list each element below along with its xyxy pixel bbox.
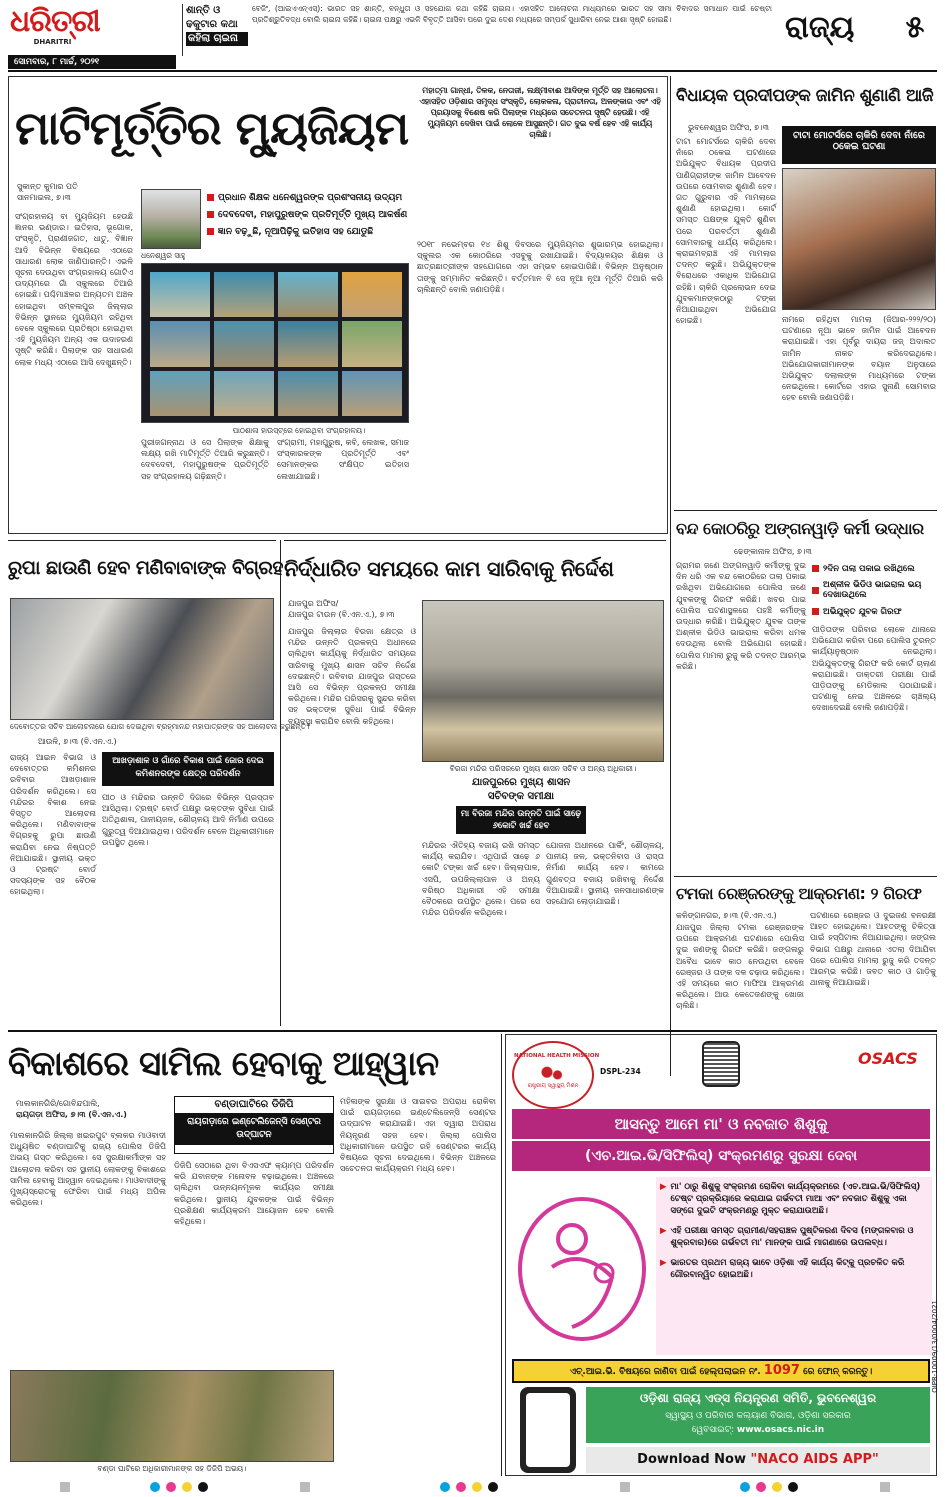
bullet-icon <box>812 587 819 594</box>
lead-col-3: ପୁରୀଜଗନ୍ନାଥ ଓ ସେ ପିଲାଙ୍କ ଶିକ୍ଷାକୁ ଲକ୍ଷ୍ୟ ରଖି ମାଟିମୂର୍ତ୍ତି ତିଆରି କରୁଛନ୍ତି। ଦେବଦେବୀ, ମହାପୁରୁଷଙ୍କ ପ୍ରତିମୂର୍ତ୍ତି ସହ ସଂଗ୍ରହାଳୟ ଗଢ଼ିଛନ୍ତି। <box>141 438 269 481</box>
anganwadi-bullet <box>812 603 936 620</box>
dev-byline <box>16 1098 166 1120</box>
anganwadi-bullet <box>812 560 936 577</box>
lead-bullets <box>207 189 407 240</box>
story-anganwadi <box>674 510 937 872</box>
lead-bullet-text: ଦେବଦେବୀ, ମହାପୁରୁଷଙ୍କ ପ୍ରତିମୂର୍ତ୍ତି ମୁଖ୍ୟ ଆକର୍ଷଣ <box>218 209 408 220</box>
dev-byline-2: ରାୟଗଡ଼ା ଅଫିସ, ୭।୩ (ବି.ଏନ.ଏ.) <box>16 1110 127 1119</box>
lead-portrait <box>141 189 201 249</box>
lead-col-4: ସଂଗ୍ରାମୀ, ମହାପୁରୁଷ, କବି, ଲେଖକ, ସମାଜ ସଂସ୍କାରକଙ୍କ ପ୍ରତିମୂର୍ତ୍ତି ଏବଂ ସେମାନଙ୍କର ସଂକ୍ଷିପ୍ତ ଇତିହାସ ଲେଖାଯାଇଛି। <box>277 438 409 481</box>
page-number: ୫ <box>905 10 925 45</box>
nhm-logo <box>512 1041 600 1109</box>
print-mark <box>488 1482 498 1492</box>
ad-headline-2: (ଏଚ.ଆଇ.ଭି/ସିଫିଲିସ୍) ସଂକ୍ରମଣରୁ ସୁରକ୍ଷା ଦେବା <box>512 1141 930 1171</box>
bail-body-1: ଟାଟା ମୋଟର୍ସରେ ଚାକିରି ଦେବା ନାଁରେ ଠକେଇ ଘଟଣାରେ ଅଭିଯୁକ୍ତ ବିଧାୟକ ପ୍ରଦୀପ ପାଣିଗ୍ରାହୀଙ୍କ ଜାମିନ ଆବେଦନ ଉପରେ ସୋମବାର ଶୁଣାଣି ହେବ। ଗତ ଗୁରୁବାର ଏହି ମାମଲାରେ ଶୁଣାଣି ହୋଇଥିଲା। କୋର୍ଟ ସମସ୍ତ ପକ୍ଷଙ୍କ ଯୁକ୍ତି ଶୁଣିବା ପରେ ପରବର୍ତ୍ତୀ ଶୁଣାଣି ସୋମବାରକୁ ଧାର୍ଯ୍ୟ କରିଥିଲେ। କ୍ରାଇମବ୍ରାଞ୍ଚ ଏହି ମାମଲାର ତଦନ୍ତ କରୁଛି। ଅଭିଯୁକ୍ତଙ୍କ ବିରୋଧରେ ଏକାଧିକ ଅଭିଯୋଗ ରହିଛି। ଚାକିରି ପ୍ରଲୋଭନ ଦେଇ ଯୁବକମାନଙ୍କଠାରୁ ଟଙ୍କା ନିଆଯାଇଥିବା ଅଭିଯୋଗ ହୋଇଛି। <box>676 137 776 326</box>
lead-byline <box>17 181 137 203</box>
red-arrow-icon: ▶ <box>660 1226 667 1236</box>
deadline-photo <box>422 600 664 762</box>
dev-title: ବିକାଶରେ ସାମିଲ ହେବାକୁ ଆହ୍ୱାନ <box>8 1044 439 1084</box>
deadline-col-1: ଯାଜପୁର ଜିଲ୍ଲାର ବିରଜା କ୍ଷେତ୍ର ଓ ମନ୍ଦିର ଉନ୍ନତି ପ୍ରକଳ୍ପ ଅଧୀନରେ ଚାଲିଥିବା କାର୍ଯ୍ୟକୁ ନିର୍ଦ୍ଧାରିତ ସମୟରେ ସାରିବାକୁ ମୁଖ୍ୟ ଶାସନ ସଚିବ ନିର୍ଦ୍ଦେଶ ଦେଇଛନ୍ତି। ରବିବାର ଯାଜପୁର ଗସ୍ତରେ ଆସି ସେ ବିଭିନ୍ନ ପ୍ରକଳ୍ପ ସମୀକ୍ଷା କରିଥିଲେ। ମନ୍ଦିର ପରିସରକୁ ସୁନ୍ଦର କରିବା ସହ ଭକ୍ତଙ୍କ ସୁବିଧା ପାଇଁ ବିଭିନ୍ନ ବ୍ୟବସ୍ଥା କରାଯିବ ବୋଲି କହିଥିଲେ। <box>288 627 416 726</box>
anganwadi-body-1: ଗ୍ରାମର ଜଣେ ଅଙ୍ଗନୱାଡ଼ି କର୍ମୀଙ୍କୁ ଦୁଇ ଦିନ ଧରି ଏକ ବନ୍ଦ କୋଠରିରେ ତାଲା ପକାଇ ରଖିଥିବା ଅଭିଯୋଗରେ ପୋଲିସ ଜଣେ ଯୁବକଙ୍କୁ ଗିରଫ କରିଛି। ଖବର ପାଇ ପୋଲିସ ଘଟଣାସ୍ଥଳରେ ପହଞ୍ଚି କର୍ମୀଙ୍କୁ ଉଦ୍ଧାର କରିଛି। ଅଭିଯୁକ୍ତ ଯୁବକ ତାଙ୍କ ଅଶ୍ଳୀଳ ଭିଡିଓ ଭାଇରାଲ କରିବା ଧମକ ଦେଉଥିଲା ବୋଲି ଅଭିଯୋଗ ହୋଇଛି। ପୋଲିସ ମାମଲା ରୁଜୁ କରି ତଦନ୍ତ ଆରମ୍ଭ କରିଛି। <box>676 561 806 671</box>
lead-portrait-caption: ଧନେଶ୍ୱର ସାହୁ <box>141 251 186 260</box>
bail-byline: ଭୁବନେଶ୍ୱର ଅଫିସ, ୭।୩ <box>688 123 769 132</box>
print-mark <box>300 1482 310 1492</box>
nhm-advertisement <box>505 1034 937 1476</box>
section-rule <box>8 1030 937 1032</box>
lead-col-1: ସଂଗ୍ରହାଳୟ ବା ମ୍ୟୁଜିୟମ ହେଉଛି ଜ୍ଞାନର ଭଣ୍ଡାର। ଇତିହାସ, ଭୂଗୋଳ, ସଂସ୍କୃତି, ପ୍ରାଣୀଜଗତ, ଧାତୁ, ବିଜ୍ଞାନ ଆଦି ବିଭିନ୍ନ ବିଷୟରେ ଏଠାରେ ସାଧାରଣ ଲୋକ ଜାଣିପାରନ୍ତି। ଏଭଳି ସୂଚନା ଦେଉଥିବା ସଂଗ୍ରହାଳୟ ଗୋଟିଏ ଉଦ୍ୟମରେ ଗାଁ ସ୍କୁଲରେ ତିଆରି ହୋଇଛି। ପଶ୍ଚିମାଞ୍ଚଳର ଅନ୍ୟତମ ଅଞ୍ଚଳ ହୋଇଥିବା ସମ୍ବଲପୁର ଜିଲ୍ଲାର ବିଭିନ୍ନ ସ୍ଥାନରେ ମ୍ୟୁଜିୟମ ରହିଥିବା ବେଳେ ସ୍କୁଲରେ ପ୍ରତିଷ୍ଠା ହୋଇଥିବା ଏହି ମ୍ୟୁଜିୟମ ଅନ୍ୟ ଏକ ଉଦାହରଣ ସୃଷ୍ଟି କରିଛି। ପିଲାଙ୍କ ସହ ସାଧାରଣ ଲୋକ ମଧ୍ୟ ଏଠାରେ ଆସି ଦେଖୁଛନ୍ତି। <box>15 212 133 367</box>
col-divider <box>280 540 281 1026</box>
deadline-title: ନିର୍ଦ୍ଧାରିତ ସମୟରେ କାମ ସାରିବାକୁ ନିର୍ଦ୍ଦେଶ <box>284 557 614 581</box>
museum-shelf <box>214 272 274 317</box>
raid-body-2: ଘଟଣାରେ ରେଞ୍ଜର ଓ ଦୁଇଜଣ ବନରକ୍ଷୀ ଆହତ ହୋଇଥିଲେ। ଆହତଙ୍କୁ ଚିକିତ୍ସା ପାଇଁ ହସ୍ପିଟାଲ ନିଆଯାଇଥିଲା। ଜଙ୍ଗଲ ବିଭାଗ ପକ୍ଷରୁ ଥାନାରେ ଏତଲା ଦିଆଯିବା ପରେ ପୋଲିସ ମାମଲା ରୁଜୁ କରି ତଦନ୍ତ ଆରମ୍ଭ କରିଛି। ଜବତ କାଠ ଓ ଗାଡ଼ିକୁ ଥାନାକୁ ନିଆଯାଇଛି। <box>810 911 936 988</box>
print-mark <box>182 1482 192 1492</box>
red-arrow-icon: ▶ <box>660 1258 667 1268</box>
family-icon <box>538 1065 568 1083</box>
col-divider <box>670 76 671 1076</box>
deadline-byline-2: ଯାଜପୁର ଟାଉନ (ବି.ଏନ.ଏ.), ୭।୩ <box>288 610 395 619</box>
museum-shelf <box>214 321 274 366</box>
print-mark <box>880 1482 890 1492</box>
print-marks <box>0 1482 945 1494</box>
deadline-box <box>456 776 586 836</box>
date-text: ସୋମବାର, ୮ ମାର୍ଚ୍ଚ, ୨୦୨୧ <box>14 57 100 67</box>
ad-points <box>656 1177 932 1355</box>
date-bar <box>8 55 176 69</box>
museum-shelf <box>278 321 338 366</box>
print-mark <box>756 1482 766 1492</box>
ad-footer-2: ସ୍ୱାସ୍ଥ୍ୟ ଓ ପରିବାର କଲ୍ୟାଣ ବିଭାଗ, ଓଡ଼ିଶା ସରକାର <box>665 1411 851 1421</box>
ad-download-bar <box>586 1447 930 1473</box>
ad-point-text: ଏହି ପରୀକ୍ଷା ସମସ୍ତ ଗ୍ରାମୀଣ/ସହରାଞ୍ଚଳ ପୁଷ୍ଟିକରଣ ଦିବସ (ମଙ୍ଗଳବାର ଓ ଶୁକ୍ରବାର)ରେ ଗର୍ଭବତୀ ମା' ମାନଙ୍କ ପାଇଁ ମାଗଣାରେ ଉପଲବ୍ଧ। <box>670 1226 914 1248</box>
bullet-icon <box>812 565 819 572</box>
rupa-box <box>102 752 274 786</box>
anganwadi-byline: ଢେଙ୍କାନାଳ ଅଫିସ, ୭।୩ <box>734 547 812 556</box>
deadline-byline <box>288 598 418 620</box>
lead-col-5: ମହାତ୍ମା ଗାନ୍ଧୀ, ତିଳକ, ନେତାଜୀ, ଲକ୍ଷ୍ମୀବାଈ ଆଦିଙ୍କ ମୂର୍ତ୍ତି ସହ ଆଲୋଚନା। ଏହାସହିତ ଓଡ଼ିଶାର ସମୃଦ୍ଧ ସଂସ୍କୃତି, ଲୋକକଳା, ପ୍ରାଚୀନତା, ଅଳଙ୍କାର ଏବଂ ଏହି ପ୍ରୟାସକୁ ବିଶେଷ କରି ପିଲାଙ୍କ ମଧ୍ୟରେ ସଚେତନତା ସୃଷ୍ଟି ହେଉଛି। ଏହି ମ୍ୟୁଜିୟମ ଦେଖିବା ପାଇଁ ଲୋକେ ଆସୁଛନ୍ତି। ଗତ ଦୁଇ ବର୍ଷ ହେବ ଏହି କାର୍ଯ୍ୟ ଚାଲିଛି। <box>419 86 661 139</box>
mother-child-icon <box>512 1177 652 1353</box>
raid-title: ଟମକା ରେଞ୍ଜରଙ୍କୁ ଆକ୍ରମଣ: ୨ ଗିରଫ <box>676 884 922 903</box>
lead-story <box>8 76 668 534</box>
print-mark <box>788 1482 798 1492</box>
museum-shelf <box>342 321 402 366</box>
lead-bullet <box>207 223 407 240</box>
rule <box>8 540 276 541</box>
ad-website: www.osacs.nic.in <box>736 1425 825 1435</box>
story-raid <box>674 876 937 1026</box>
ad-side-code: OIPR-10009/13/0004/2021 <box>931 1300 939 1393</box>
deadline-col-2: ମନ୍ଦିରର ଐତିହ୍ୟ ବଜାୟ ରଖି ସମସ୍ତ କାର୍ଯ୍ୟ କରାଯିବ। ଏଥିପାଇଁ ସାଢ଼େ ୬ କୋଟି ଟଙ୍କା ଖର୍ଚ୍ଚ ହେବ। ଜିଲ୍ଲାପାଳ, ଏସପି, ଉପଜିଲ୍ଲାପାଳ ଓ ଅନ୍ୟ ବରିଷ୍ଠ ଅଧିକାରୀ ଏହି ସମୀକ୍ଷା ବୈଠକରେ ଉପସ୍ଥିତ ଥିଲେ। ପରେ ସେ ମନ୍ଦିର ପରିଦର୍ଶନ କରିଥିଲେ। <box>422 841 540 918</box>
print-mark <box>60 1482 70 1492</box>
lead-photo-caption: ପାଠଶାଳା ହାଉସ୍‌ଟ୍ରେ ହୋଇଥିବା ସଂଗ୍ରହାଳୟ। <box>232 426 366 435</box>
anganwadi-bullet-text: ଅଶ୍ଳୀଳ ଭିଡିଓ ଭାଇରାଲ ଭୟ ଦେଖାଉଥିଲେ <box>823 580 922 600</box>
lead-bullet <box>207 206 407 223</box>
print-mark <box>166 1482 176 1492</box>
bail-body-2: ନାମରେ ରହିଥିବା ମାମଲା (ଜିଆର-୨୨୨/୨୦) ଘଟଣାରେ ନୂଆ ଭାବେ ଜାମିନ ପାଇଁ ଆବେଦନ କରାଯାଇଛି। ଏହା ପୂର୍ବରୁ ଦାୟରା ଜଜ୍ ଅଦାଲତ ଜାମିନ ନାକଚ କରିଦେଇଥିଲେ। ଅଭିଯୋଗକାରୀମାନଙ୍କ ବୟାନ ଅନୁସାରେ ଅଭିଯୁକ୍ତ ଦଲାଲଙ୍କ ମାଧ୍ୟମରେ ଟଙ୍କା ନେଇଥିଲେ। କୋର୍ଟରେ ଏହାର ସୁନାଣି ସୋମବାର ହେବ ବୋଲି ଜଣାପଡ଼ିଛି। <box>782 315 936 403</box>
rupa-col-2: ପୀଠ ଓ ମନ୍ଦିରର ଉନ୍ନତି ଦିଗରେ ବିଭିନ୍ନ ପ୍ରସ୍ତାବ ଆସିଥିଲା। ଟ୍ରଷ୍ଟ ବୋର୍ଡ ପକ୍ଷରୁ ଭକ୍ତଙ୍କ ସୁବିଧା ପାଇଁ ଅତିଥିଶାଳା, ପାନୀୟଜଳ, ଶୌଚାଳୟ ଆଦି ନିର୍ମାଣ ଉପରେ ଗୁରୁତ୍ୱ ଦିଆଯାଇଥିଲା। ପରିଦର୍ଶନ ବେଳେ ଅଧିକାରୀମାନେ ଉପସ୍ଥିତ ଥିଲେ। <box>102 793 274 847</box>
rule <box>674 510 937 511</box>
ad-headline-1: ଆସନ୍ତୁ ଆମେ ମା' ଓ ନବଜାତ ଶିଶୁକୁ <box>512 1109 930 1139</box>
ad-website-row <box>586 1423 930 1437</box>
column-label-top: ଶାନ୍ତି ଓ <box>186 5 221 16</box>
museum-shelf <box>214 371 274 416</box>
rupa-byline: ଆଉଳି, ୭।୩ (ବି.ଏନ.ଏ.) <box>38 737 117 746</box>
lead-byline-name: ସୁକାନ୍ତ କୁମାର ପତି <box>17 182 78 191</box>
story-bail <box>674 76 937 508</box>
bail-photo <box>782 168 936 310</box>
museum-shelf <box>150 371 210 416</box>
odisha-emblem-icon <box>702 1041 740 1087</box>
masthead-rule <box>8 70 937 72</box>
deadline-byline-1: ଯାଜପୁର ଅଫିସ/ <box>288 599 339 608</box>
dev-box-sub: ରାୟଗଡ଼ାରେ ଇଣ୍ଟେଲିଜେନ୍ସି ସେଣ୍ଟର ଉଦ୍‌ଘାଟନ <box>175 1113 333 1145</box>
masthead <box>0 0 945 72</box>
bullet-icon <box>812 608 819 615</box>
story-deadline <box>284 540 666 1026</box>
lead-museum-photo <box>141 263 409 423</box>
lead-bullet-text: ଜ୍ଞାନ ବଢ଼ୁଛି, ନୂଆପିଢ଼ିକୁ ଇତିହାସ ସହ ଯୋଡୁଛି <box>218 226 374 237</box>
anganwadi-bullet <box>812 577 936 603</box>
col-divider <box>501 1034 502 1476</box>
lead-col-6: ୨୦୧୮ ନଭେମ୍ବର ୧୪ ଶିଶୁ ଦିବସରେ ମ୍ୟୁଜିୟମର ଶୁଭାରମ୍ଭ ହୋଇଥିଲା। ସ୍କୁଲର ଏକ କୋଠରିରେ ଏସବୁକୁ ରଖାଯାଇଛି। ବିଦ୍ୟାଳୟର ଶିକ୍ଷକ ଓ ଛାତ୍ରଛାତ୍ରୀଙ୍କ ସହଯୋଗରେ ଏହା ସମ୍ଭବ ହୋଇପାରିଛି। ବିଭିନ୍ନ ଅନୁଷ୍ଠାନ ତାଙ୍କୁ ସମ୍ମାନିତ କରିଛନ୍ତି। ବର୍ତ୍ତମାନ ବି ସେ ନୂଆ ନୂଆ ମୂର୍ତ୍ତି ତିଆରି କରି ଚାଲିଛନ୍ତି ବୋଲି ଜଣାପଡ଼ିଛି। <box>417 240 663 294</box>
raid-byline: କଳିଙ୍ଗନଗର, ୭।୩ (ବି.ଏନ.ଏ.) <box>676 911 777 920</box>
lead-bullet-text: ପ୍ରଧାନ ଶିକ୍ଷକ ଧନେଶ୍ୱରଙ୍କ ପ୍ରଶଂସନୀୟ ଉଦ୍ୟମ <box>218 192 403 203</box>
ad-dspl: DSPL-234 <box>600 1067 641 1076</box>
rupa-photo-caption: ଦେବୋତ୍ତର ସଚିବ ଆଲୋଚନାରେ ଯୋଗ ଦେଇଥିବା ବ୍ରହ୍ମାନନ୍ଦ ମହାପାତ୍ରଙ୍କ ସହ ଆଲୋଚନା କରୁଛନ୍ତି। <box>10 722 310 731</box>
bullet-icon <box>207 194 214 201</box>
print-mark <box>456 1482 466 1492</box>
rupa-photo <box>10 598 274 720</box>
column-label-bottom: କହିଲା ଚାଇନା <box>186 32 248 46</box>
deadline-photo-caption: ବିରଜା ମନ୍ଦିର ପରିସରରେ ମୁଖ୍ୟ ଶାସନ ସଚିବ ଓ ଅନ୍ୟ ଅଧିକାରୀ। <box>449 764 637 773</box>
bullet-icon <box>207 211 214 218</box>
phone-illustration <box>520 1387 576 1473</box>
bail-box-text: ଟାଟା ମୋଟର୍ସରେ ଚାକିରି ଦେବା ନାଁରେ ଠକେଇ ଘଟଣା <box>793 130 925 152</box>
museum-shelf <box>278 272 338 317</box>
print-mark <box>772 1482 782 1492</box>
rule <box>674 876 937 877</box>
lead-bullet <box>207 189 407 206</box>
museum-shelf <box>342 371 402 416</box>
anganwadi-title: ବନ୍ଦ କୋଠରିରୁ ଅଙ୍ଗନୱାଡ଼ି କର୍ମୀ ଉଦ୍ଧାର <box>676 519 924 538</box>
nhm-logo-inner: ରାଷ୍ଟ୍ରୀୟ ସ୍ୱାସ୍ଥ୍ୟ ମିଶନ <box>527 1083 579 1089</box>
anganwadi-body-2: ପୀଡ଼ିତାଙ୍କ ପରିବାର ଲୋକେ ଥାନାରେ ଅଭିଯୋଗ କରିବା ପରେ ପୋଲିସ ତୁରନ୍ତ କାର୍ଯ୍ୟାନୁଷ୍ଠାନ ନେଇଥିଲା। ଅଭିଯୁକ୍ତଙ୍କୁ ଗିରଫ କରି କୋର୍ଟ ଚାଲାଣ କରାଯାଇଛି। ଡାକ୍ତରୀ ପରୀକ୍ଷା ପାଇଁ ପୀଡ଼ିତାଙ୍କୁ ମେଡିକାଲ ପଠାଯାଇଛି। ଘଟଣାକୁ ନେଇ ଅଞ୍ଚଳରେ ଚାଞ୍ଚଲ୍ୟ ଦେଖାଦେଇଛି ବୋଲି ଜଣାପଡ଼ିଛି। <box>812 625 936 713</box>
deadline-box-title: ଯାଜପୁରରେ ମୁଖ୍ୟ ଶାସନ ସଚିବଙ୍କ ସମୀକ୍ଷା <box>471 777 571 802</box>
ad-footer <box>586 1387 930 1443</box>
raid-body-1: ଯାଜପୁର ଜିଲ୍ଲା ଟମକା ରେଞ୍ଜରଙ୍କ ଉପରେ ଆକ୍ରମଣ ଘଟଣାରେ ପୋଲିସ ଦୁଇ ଜଣଙ୍କୁ ଗିରଫ କରିଛି। ଜଙ୍ଗଲରୁ ଅବୈଧ ଭାବେ କାଠ ନେଉଥିବା ବେଳେ ରେଞ୍ଜର ଓ ତାଙ୍କ ଦଳ ଚଢ଼ାଉ କରିଥିଲେ। ଏହି ସମୟରେ କାଠ ମାଫିଆ ଆକ୍ରମଣ କରିଥିଲେ। ଆଉ କେତେଜଣଙ୍କୁ ଖୋଜା ଚାଲିଛି। <box>676 923 804 1011</box>
dev-photo-caption: ବଣ୍ଡା ଘାଟିରେ ଅଧିକାରୀମାନଙ୍କ ସହ ଡିଜିପି ଅଭୟ। <box>97 1464 247 1473</box>
mother-child-illustration <box>512 1177 652 1353</box>
print-mark <box>150 1482 160 1492</box>
column-label <box>182 4 248 56</box>
dev-col-3: ମହିଳାଙ୍କ ସୁରକ୍ଷା ଓ ସାଇବର ଅପରାଧ ରୋକିବା ପାଇଁ ରାୟଗଡ଼ାରେ ଇଣ୍ଟେଲିଜେନ୍ସି ସେଣ୍ଟର ଉଦ୍‌ଘାଟନ କରାଯାଇଛି। ଏହା ଦ୍ୱାରା ଅପରାଧ ନିୟନ୍ତ୍ରଣ ସହଜ ହେବ। ଜିଲ୍ଲା ପୋଲିସ ଅଧିକାରୀମାନେ ଉପସ୍ଥିତ ରହି ସେଣ୍ଟରର କାର୍ଯ୍ୟ ବିଷୟରେ ସୂଚନା ଦେଇଥିଲେ। ବିଭିନ୍ନ ଅଞ୍ଚଳରେ ସଚେତନତା କାର୍ଯ୍ୟକ୍ରମ ମଧ୍ୟ ହେବ। <box>340 1097 496 1174</box>
story-dev <box>8 1034 498 1476</box>
logo-sub: DHARITRI <box>33 38 72 46</box>
osacs-text: OSACS <box>858 1049 918 1068</box>
dev-col-1: ମାଲକାନଗିରି ଜିଲ୍ଲା ଖଇରପୁଟ ବ୍ଲକର ମାଓବାଦୀ ଅଧ୍ୟୁଷିତ ବଣ୍ଡାଘାଟିକୁ ରାଜ୍ୟ ପୋଲିସ ଡିଜିପି ଅଭୟ ଗସ୍ତ କରିଥିଲେ। ସେ ସୁରକ୍ଷାକର୍ମୀଙ୍କ ସହ ଆଲୋଚନା କରିବା ସହ ସ୍ଥାନୀୟ ଲୋକଙ୍କୁ ବିକାଶରେ ସାମିଲ ହେବାକୁ ଆହ୍ୱାନ ଦେଇଥିଲେ। ମାଓବାଦୀଙ୍କୁ ମୁଖ୍ୟସ୍ରୋତକୁ ଫେରିବା ପାଇଁ ମଧ୍ୟ ଅପିଲ କରିଥିଲେ। <box>10 1131 166 1208</box>
lead-byline-place: ସାନମାଇଲ, ୭।୩ <box>17 193 71 202</box>
deadline-box-sub: ମା ବିରଜା ମନ୍ଦିର ଉନ୍ନତି ପାଇଁ ସାଢ଼େ ୬କୋଟି ଖର୍ଚ୍ଚ ହେବ <box>456 806 586 834</box>
download-app: "NACO AIDS APP" <box>750 1452 879 1467</box>
lead-title: ମାଟିମୂର୍ତ୍ତିର ମ୍ୟୁଜିୟମ <box>15 101 409 155</box>
helpline-pre: ଏଚ୍.ଆଇ.ଭି. ବିଷୟରେ ଜାଣିବା ପାଇଁ ହେଲ୍ପଲାଇନ ନଂ. <box>569 1367 761 1377</box>
dev-box-title: ବଣ୍ଡାଘାଟିରେ ଡିଜିପି <box>214 1099 294 1110</box>
osacs-logo <box>858 1049 930 1079</box>
ad-point-text: ଭାରତର ପ୍ରଥମ ରାଜ୍ୟ ଭାବେ ଓଡ଼ିଶା ଏହି କାର୍ଯ୍ୟ କିଟ୍‌କୁ ପ୍ରଚଳିତ କରି ଗୌରବାନ୍ୱିତ ହୋଇଅଛି। <box>670 1258 905 1280</box>
print-mark <box>740 1482 750 1492</box>
rupa-title: ରୁପା ଛାଉଣି ହେବ ମଣିବାବାଙ୍କ ବିଗ୍ରହ <box>8 557 283 579</box>
story-rupa <box>8 540 310 1026</box>
logo-text: ଧରିତ୍ରୀ <box>10 4 100 39</box>
red-arrow-icon: ▶ <box>660 1182 667 1192</box>
museum-shelf-grid <box>150 272 402 416</box>
ad-footer-1: ଓଡ଼ିଶା ରାଜ୍ୟ ଏଡ୍‌ସ ନିୟନ୍ତ୍ରଣ ସମିତି, ଭୁବନେଶ୍ୱର <box>639 1391 877 1405</box>
anganwadi-bullets <box>812 560 936 620</box>
phone-screen <box>526 1393 570 1467</box>
ad-website-label: ୱେବସାଇଟ୍: <box>691 1425 734 1435</box>
dev-photo <box>10 1370 334 1462</box>
column-label-mid: ଢକୁଟାର କଥା <box>186 19 238 30</box>
rupa-col-1: ରାଜ୍ୟ ଆଇନ ବିଭାଗ ଓ ଦେବୋତ୍ତର କମିଶନର ରବିବାର ଆଖଡ଼ାଶାଳ ପରିଦର୍ଶନ କରିଥିଲେ। ସେ ମନ୍ଦିରର ବିକାଶ ନେଇ ବିସ୍ତୃତ ଆଲୋଚନା କରିଥିଲେ। ମଣିବାବାଙ୍କ ବିଗ୍ରହକୁ ରୁପା ଛାଉଣି କରାଯିବା ନେଇ ନିଷ୍ପତ୍ତି ନିଆଯାଇଛି। ସ୍ଥାନୀୟ ଭକ୍ତ ଓ ଟ୍ରଷ୍ଟ ବୋର୍ଡ ସଦସ୍ୟଙ୍କ ସହ ବୈଠକ ହୋଇଥିଲା। <box>10 753 96 897</box>
print-mark <box>620 1482 630 1492</box>
helpline-number: 1097 <box>763 1363 800 1378</box>
deadline-col-3: ଯୋଜନା ଅଧୀନରେ ପାର୍କିଂ, ଶୌଚାଳୟ, ପାନୀୟ ଜଳ, ଭକ୍ତନିବାସ ଓ ରାସ୍ତା ନିର୍ମାଣ କାର୍ଯ୍ୟ ହେବ। କାମରେ ଗୁଣବତ୍ତା ବଜାୟ ରଖିବାକୁ ନିର୍ଦ୍ଦେଶ ଦିଆଯାଇଛି। ସ୍ଥାନୀୟ ଜନସାଧାରଣଙ୍କ ସହଯୋଗ ଲୋଡ଼ାଯାଇଛି। <box>546 841 664 907</box>
download-pre: Download Now <box>637 1452 746 1467</box>
museum-shelf <box>150 272 210 317</box>
bullet-icon <box>207 228 214 235</box>
ad-helpline <box>512 1359 930 1383</box>
ad-point <box>656 1253 932 1285</box>
dev-box <box>174 1096 334 1154</box>
anganwadi-bullet-text: ଅଭିଯୁକ୍ତ ଯୁବକ ଗିରଫ <box>823 606 902 617</box>
print-mark <box>472 1482 482 1492</box>
print-mark <box>198 1482 208 1492</box>
nhm-logo-label: NATIONAL HEALTH MISSION <box>514 1053 600 1059</box>
print-mark <box>440 1482 450 1492</box>
ad-point <box>656 1177 932 1221</box>
bail-box <box>782 126 936 164</box>
ad-point-text: ମା' ଠାରୁ ଶିଶୁକୁ ସଂକ୍ରମଣ ରୋକିବା କାର୍ଯ୍ୟକ୍ରମରେ (ଏଚ.ଆଇ.ଭି/ସିଫିଲିସ୍) ଟେଷ୍ଟ ପ୍ରକ୍ରିୟାରେ କରାଯାଇ ଗର୍ଭବତୀ ମାଆ ଏବଂ ନବଜାତ ଶିଶୁକୁ ଏକା ସଙ୍ଗେ ଦୁଇଟି ସଂକ୍ରମଣରୁ ମୁକ୍ତ କରାଯାଉଅଛି। <box>670 1182 921 1216</box>
anganwadi-bullet-text: ୨ଦିନ ତାଲା ପକାଇ ରଖିଥିଲେ <box>823 563 915 574</box>
masthead-ticker: ବେଜିଂ, (ଆଇଏଏନ୍‌ଏସ୍‌): ଭାରତ ସହ ଶାନ୍ତି, ବନ୍ଧୁତା ଓ ସହଯୋଗ କଥା କହିଛି ଚାଇନା। ଏହାସହିତ ଆଲୋଚନା ମାଧ୍ୟମରେ ଭାରତ ସହ ସୀମା ବିବାଦର ସମାଧାନ ପାଇଁ ଚେଷ୍ଟା ପ୍ରତିଶ୍ରୁତିବଦ୍ଧ ବୋଲି ଚାଇନା କହିଛି। ଚାଇନା ପକ୍ଷରୁ ଏଭଳି ବିବୃତ୍ତି ଆସିବା ପରେ ଦୁଇ ଦେଶ ମଧ୍ୟରେ ସମ୍ପର୍କ ସୁଧାରିବା ନେଇ ଆଶା ସୃଷ୍ଟି ହୋଇଛି। <box>252 4 772 24</box>
logo <box>10 4 100 52</box>
museum-shelf <box>278 371 338 416</box>
rupa-box-text: ଆଖଡ଼ାଶାଳ ଓ ଗାଁରେ ବିକାଶ ପାଇଁ ଜୋର ଦେଇ କମିଶନରଙ୍କ କ୍ଷେତ୍ର ପରିଦର୍ଶନ <box>112 756 264 779</box>
helpline-post: ରେ ଫୋନ୍ କରନ୍ତୁ। <box>803 1367 873 1377</box>
dev-byline-1: ମାଲକାନଗିରି/ଗୋବିନ୍ଦପାଲି, <box>16 1099 100 1108</box>
ad-point <box>656 1221 932 1253</box>
dev-col-2: ଡିଜିପି ସେଠାରେ ଥିବା ବିଏସଏଫ କ୍ୟାମ୍ପ ପରିଦର୍ଶନ କରି ଯବାନଙ୍କ ମନୋବଳ ବଢ଼ାଇଥିଲେ। ଅଞ୍ଚଳରେ ଚାଲିଥିବା ଉନ୍ନୟନମୂଳକ କାର୍ଯ୍ୟର ସମୀକ୍ଷା କରିଥିଲେ। ସ୍ଥାନୀୟ ଯୁବକଙ୍କ ପାଇଁ ବିଭିନ୍ନ ପ୍ରଶିକ୍ଷଣ କାର୍ଯ୍ୟକ୍ରମ ଆୟୋଜନ ହେବ ବୋଲି କହିଥିଲେ। <box>174 1161 334 1227</box>
bail-title: ବିଧାୟକ ପ୍ରଦୀପଙ୍କ ଜାମିନ ଶୁଣାଣି ଆଜି <box>676 86 934 106</box>
museum-shelf <box>150 321 210 366</box>
rule <box>284 540 666 541</box>
museum-shelf <box>342 272 402 317</box>
section-title: ରାଜ୍ୟ <box>785 10 855 45</box>
